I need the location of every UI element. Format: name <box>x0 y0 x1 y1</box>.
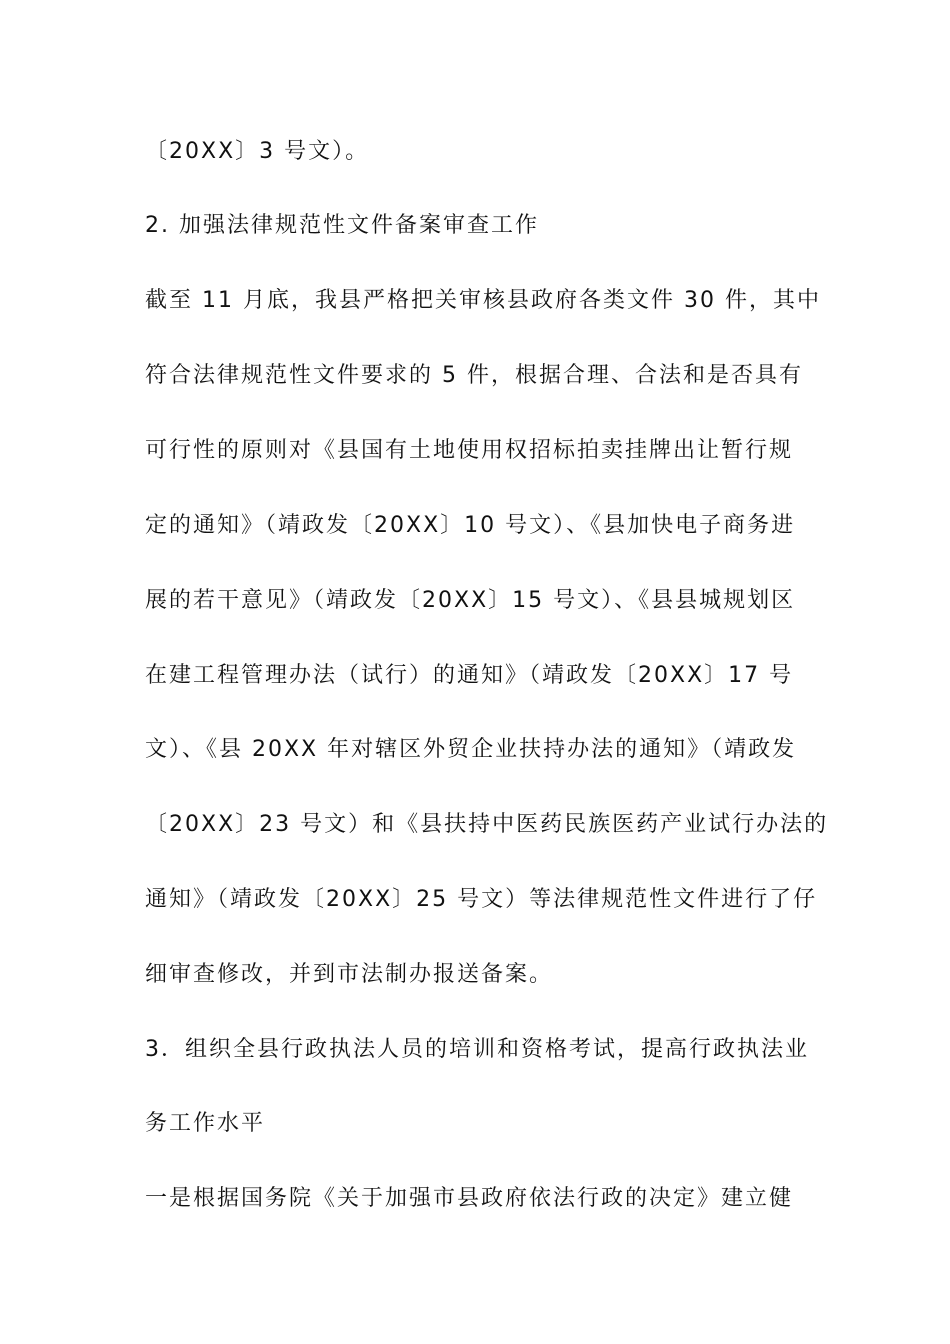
text-line: 〔20XX〕3 号文）。 <box>145 139 370 164</box>
section-heading: 3．组织全县行政执法人员的培训和资格考试，提高行政执法业 <box>145 1037 809 1062</box>
text-line: 通知》（靖政发〔20XX〕25 号文）等法律规范性文件进行了仔 <box>145 887 818 912</box>
text-line: 在建工程管理办法（试行）的通知》（靖政发〔20XX〕17 号 <box>145 663 794 688</box>
text-line: 一是根据国务院《关于加强市县政府依法行政的决定》建立健 <box>145 1186 794 1211</box>
text-line: 展的若干意见》（靖政发〔20XX〕15 号文）、《县县城规划区 <box>145 588 796 613</box>
text-line: 细审查修改，并到市法制办报送备案。 <box>145 962 554 987</box>
text-line: 截至 11 月底，我县严格把关审核县政府各类文件 30 件，其中 <box>145 288 821 313</box>
section-heading: 务工作水平 <box>145 1111 266 1136</box>
text-line: 可行性的原则对《县国有土地使用权招标拍卖挂牌出让暂行规 <box>145 438 794 463</box>
text-line: 〔20XX〕23 号文）和《县扶持中医药民族医药产业试行办法的 <box>145 812 829 837</box>
section-heading: 2. 加强法律规范性文件备案审查工作 <box>145 213 539 238</box>
text-line: 文）、《县 20XX 年对辖区外贸企业扶持办法的通知》（靖政发 <box>145 737 797 762</box>
text-line: 定的通知》（靖政发〔20XX〕10 号文）、《县加快电子商务进 <box>145 513 796 538</box>
text-line: 符合法律规范性文件要求的 5 件，根据合理、合法和是否具有 <box>145 363 803 388</box>
